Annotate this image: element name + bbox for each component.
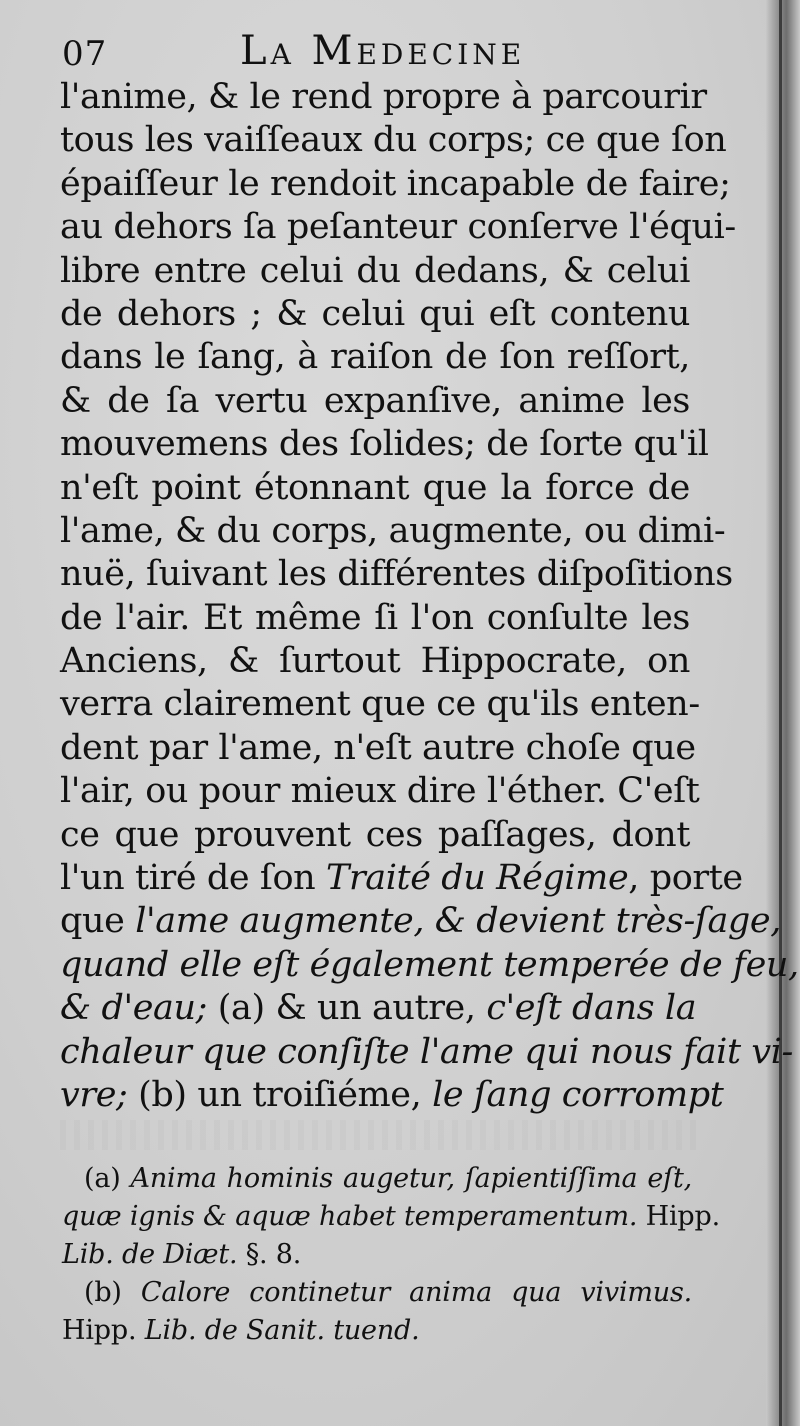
italic-text: l'ame augmente, & devient très-ſage,: [135, 901, 781, 942]
text: dent par l'ame, n'eſt autre choſe que: [60, 727, 696, 768]
text: n'eſt point étonnant que la force de: [60, 467, 690, 508]
footnote-line: [62, 1160, 692, 1198]
binding-edge: [779, 0, 782, 1426]
text-line: [60, 640, 690, 683]
footnotes: [62, 1160, 720, 1350]
italic-text: c'eſt dans la: [486, 988, 697, 1029]
text-line: [60, 683, 700, 726]
text: de dehors ; & celui qui eſt contenu: [60, 293, 690, 334]
text-line: [60, 944, 799, 987]
text-line: [60, 900, 781, 943]
text: Hipp.: [637, 1201, 720, 1232]
text: Hipp.: [62, 1315, 145, 1346]
text: (a): [84, 1163, 131, 1194]
text: , porte: [628, 858, 743, 899]
text: nuë, ſuivant les différentes diſpoſitions: [60, 554, 733, 595]
text: & de ſa vertu expanſive, anime les: [60, 380, 690, 421]
text-line: [60, 380, 690, 423]
text-line: [60, 510, 726, 553]
text-line: [60, 1074, 724, 1117]
text: (b): [84, 1277, 141, 1308]
italic-text: le ſang corrompt: [432, 1074, 724, 1115]
footnote-line: [62, 1198, 720, 1236]
text-line: [60, 597, 690, 640]
text: mouvemens des ſolides; de ſorte qu'il: [60, 424, 709, 465]
footnote-line: [62, 1312, 692, 1350]
text: que: [60, 901, 136, 942]
text: de l'air. Et même ſi l'on conſulte les: [60, 597, 690, 638]
text-line: [60, 423, 709, 466]
italic-text: quæ ignis & aquæ habet temperamentum.: [62, 1201, 638, 1232]
text: l'anime, & le rend propre à parcourir: [60, 77, 707, 117]
footnote-line: [62, 1236, 692, 1274]
text-line: [60, 857, 743, 900]
body-text: [60, 76, 799, 1117]
text: Anciens, & ſurtout Hippocrate, on: [60, 641, 690, 682]
footnote-line: [62, 1274, 692, 1312]
text: épaiſſeur le rendoit incapable de faire;: [60, 163, 731, 204]
text-line: [60, 163, 731, 206]
italic-text: Calore continetur anima qua vivimus.: [140, 1277, 692, 1308]
text-line: [60, 987, 697, 1030]
text: (a) & un autre,: [207, 988, 487, 1029]
text-line: [60, 250, 690, 293]
text-line: [60, 467, 690, 510]
italic-text: quand elle eſt également temperée de feu,: [60, 944, 799, 985]
text: dans le ſang, à raiſon de ſon reſſort,: [60, 337, 690, 378]
text: l'air, ou pour mieux dire l'éther. C'eſt: [60, 771, 700, 812]
italic-text: chaleur que conſiſte l'ame qui nous fait vi-: [60, 1031, 793, 1072]
text-line: [60, 770, 700, 813]
italic-text: vre;: [60, 1074, 128, 1115]
italic-text: Anima hominis augetur, ſapientiſſima eſt,: [130, 1163, 692, 1194]
italic-text: Lib. de Sanit. tuend.: [144, 1315, 420, 1346]
text: ce que prouvent ces paſſages, dont: [60, 814, 690, 855]
text: libre entre celui du dedans, & celui: [60, 250, 690, 291]
text-line: [60, 293, 690, 336]
text-line: [60, 1031, 793, 1074]
page-number: 07: [62, 34, 108, 74]
page-gutter-shadow: [766, 0, 800, 1426]
text: verra clairement que ce qu'ils enten-: [60, 684, 700, 725]
text-line: [60, 553, 733, 596]
text-line: [60, 76, 707, 119]
page-header: [62, 28, 722, 76]
italic-text: Traité du Régime: [326, 858, 629, 899]
text: tous les vaiſſeaux du corps; ce que ſon: [60, 120, 727, 161]
text-line: [60, 336, 690, 379]
text: §. 8.: [237, 1239, 302, 1270]
text: (b) un troiſiéme,: [127, 1074, 433, 1115]
text: l'ame, & du corps, augmente, ou dimi-: [60, 510, 726, 551]
text-line: [60, 119, 727, 162]
italic-text: Lib. de Diæt.: [62, 1239, 238, 1270]
show-through-bleed: [60, 1120, 700, 1150]
text-line: [60, 206, 736, 249]
text-line: [60, 727, 696, 770]
text-line: [60, 814, 690, 857]
text: l'un tiré de ſon: [60, 858, 326, 899]
text: au dehors ſa peſanteur conſerve l'équi-: [60, 207, 736, 248]
running-title: La Medecine: [240, 28, 526, 74]
italic-text: & d'eau;: [60, 988, 208, 1029]
